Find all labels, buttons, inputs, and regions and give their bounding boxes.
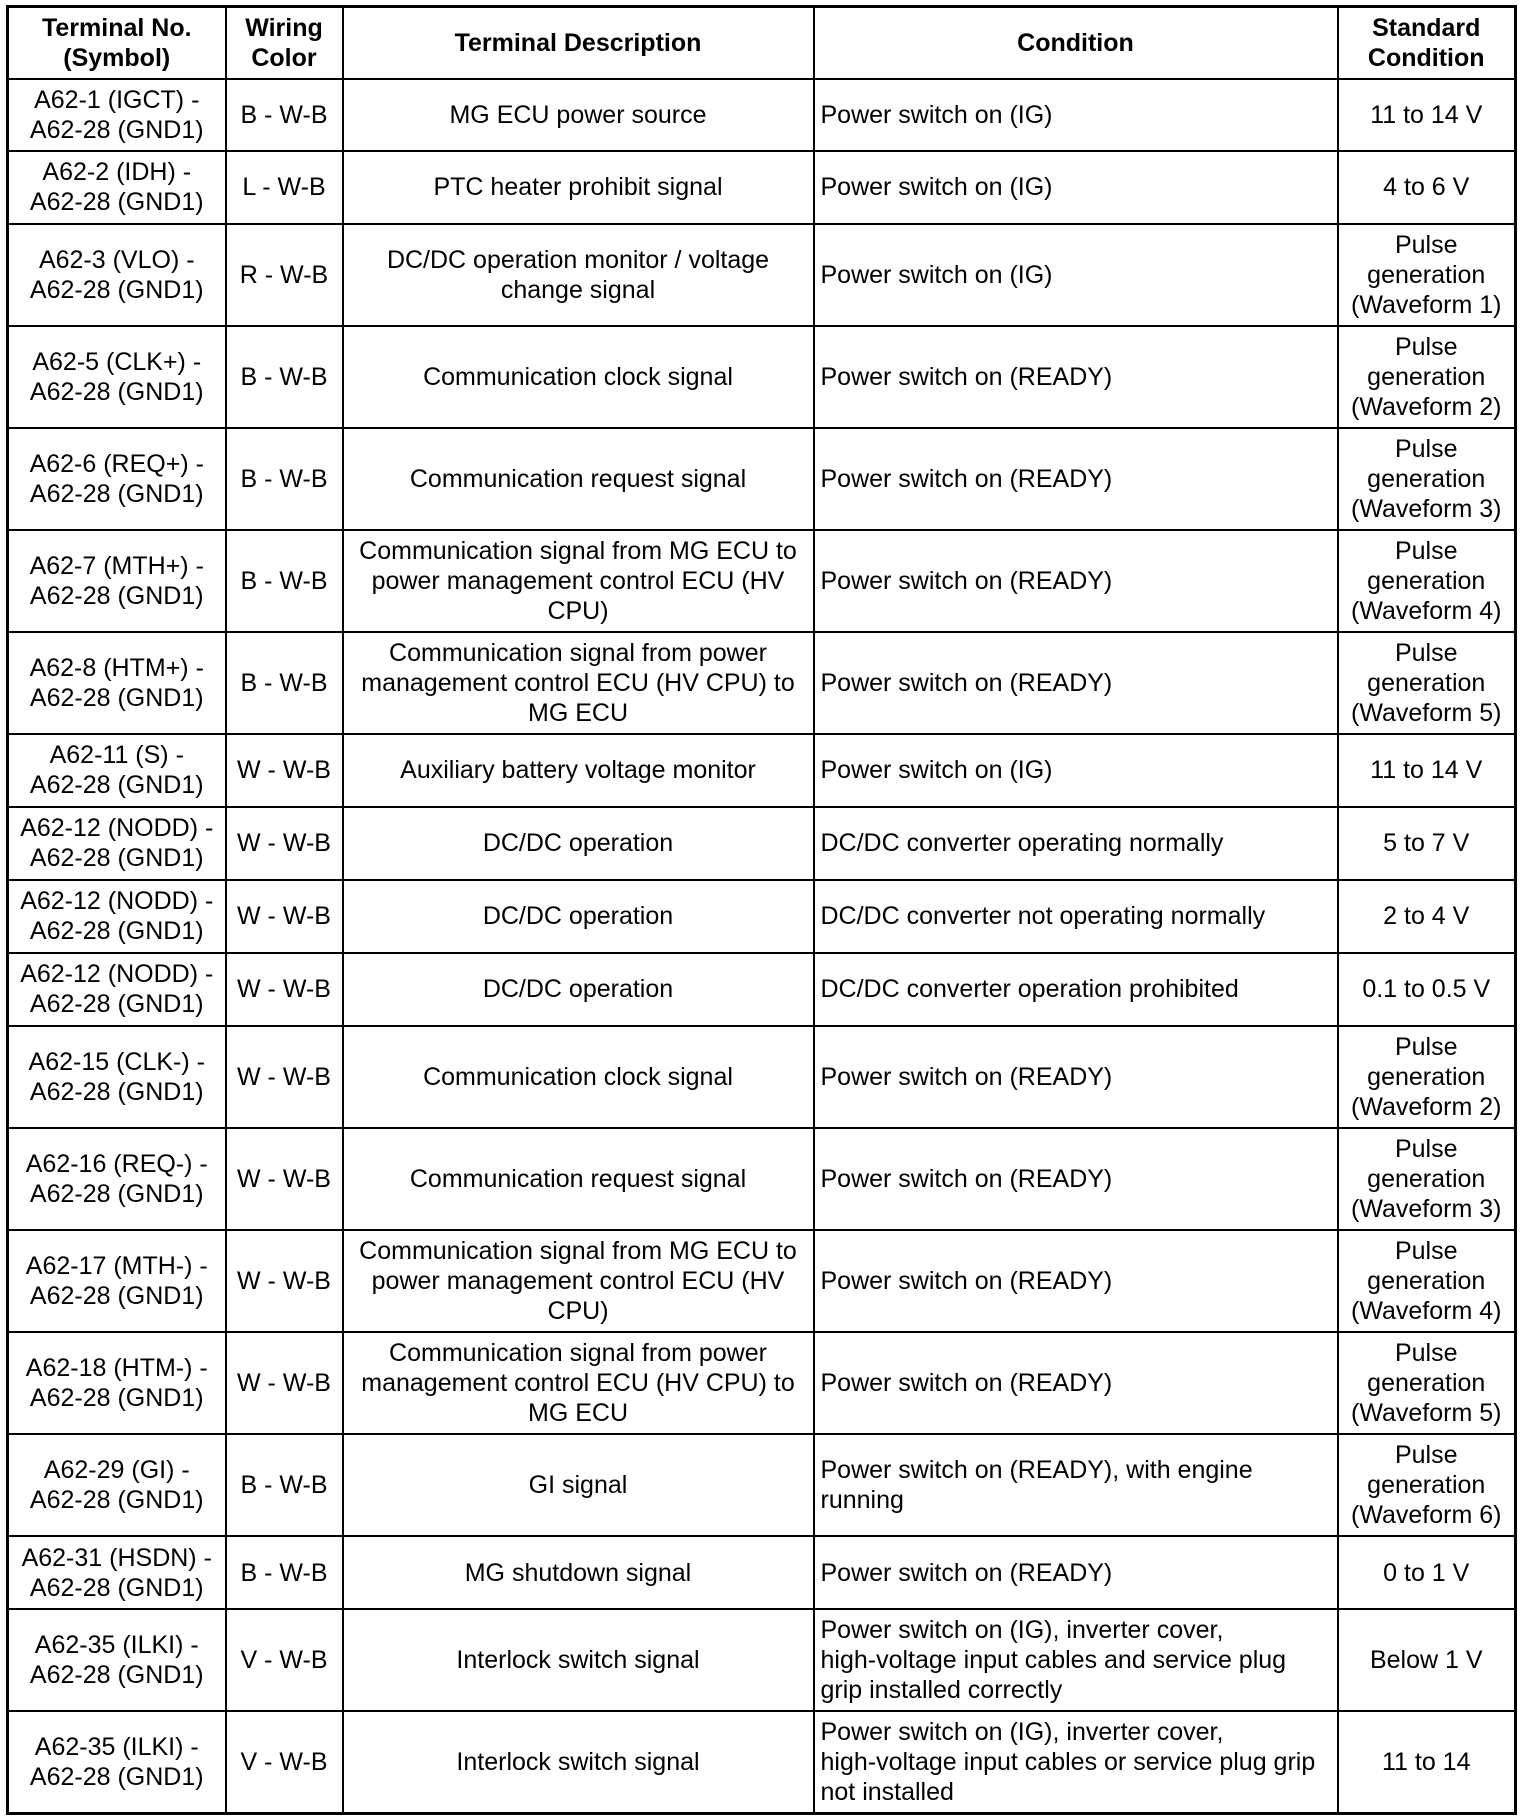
- table-row: [8, 734, 1516, 807]
- terminal-cell: A62-8 (HTM+) - A62-28 (GND1): [8, 632, 226, 734]
- terminal-cell: A62-16 (REQ-) - A62-28 (GND1): [8, 1128, 226, 1230]
- condition-cell: Power switch on (READY), with engine running: [814, 1434, 1338, 1536]
- terminal-cell: A62-7 (MTH+) - A62-28 (GND1): [8, 530, 226, 632]
- table-row: [8, 1434, 1516, 1536]
- condition-cell: Power switch on (IG), inverter cover, high-voltage input cables and service plug grip installed correctly: [814, 1609, 1338, 1711]
- table-row: [8, 880, 1516, 953]
- standard-condition-cell: Pulse generation (Waveform 4): [1338, 530, 1516, 632]
- wiring-color-cell: W - W-B: [226, 880, 343, 953]
- terminal-cell: A62-17 (MTH-) - A62-28 (GND1): [8, 1230, 226, 1332]
- standard-condition-cell: 11 to 14: [1338, 1711, 1516, 1813]
- table-row: [8, 1332, 1516, 1434]
- wiring-color-cell: V - W-B: [226, 1609, 343, 1711]
- terminal-cell: A62-5 (CLK+) - A62-28 (GND1): [8, 326, 226, 428]
- header-condition: Condition: [814, 7, 1338, 79]
- terminal-cell: A62-29 (GI) - A62-28 (GND1): [8, 1434, 226, 1536]
- description-cell: Communication request signal: [343, 428, 814, 530]
- terminal-cell: A62-12 (NODD) - A62-28 (GND1): [8, 880, 226, 953]
- standard-condition-cell: 11 to 14 V: [1338, 734, 1516, 807]
- standard-condition-cell: Pulse generation (Waveform 5): [1338, 632, 1516, 734]
- condition-cell: Power switch on (IG), inverter cover, high-voltage input cables or service plug grip not installed: [814, 1711, 1338, 1813]
- standard-condition-cell: 4 to 6 V: [1338, 151, 1516, 224]
- description-cell: MG shutdown signal: [343, 1536, 814, 1609]
- wiring-color-cell: B - W-B: [226, 632, 343, 734]
- condition-cell: Power switch on (IG): [814, 79, 1338, 151]
- terminal-table-sheet: [6, 5, 1514, 1815]
- wiring-color-cell: W - W-B: [226, 1230, 343, 1332]
- table-row: [8, 326, 1516, 428]
- table-row: [8, 151, 1516, 224]
- terminal-cell: A62-35 (ILKI) - A62-28 (GND1): [8, 1711, 226, 1813]
- terminal-cell: A62-2 (IDH) - A62-28 (GND1): [8, 151, 226, 224]
- standard-condition-cell: Pulse generation (Waveform 3): [1338, 428, 1516, 530]
- table-row: [8, 1711, 1516, 1813]
- condition-cell: Power switch on (READY): [814, 1026, 1338, 1128]
- condition-cell: Power switch on (READY): [814, 428, 1338, 530]
- condition-cell: Power switch on (READY): [814, 530, 1338, 632]
- condition-cell: Power switch on (IG): [814, 734, 1338, 807]
- description-cell: Interlock switch signal: [343, 1711, 814, 1813]
- standard-condition-cell: 0 to 1 V: [1338, 1536, 1516, 1609]
- terminal-cell: A62-6 (REQ+) - A62-28 (GND1): [8, 428, 226, 530]
- condition-cell: DC/DC converter operating normally: [814, 807, 1338, 880]
- table-row: [8, 530, 1516, 632]
- wiring-color-cell: B - W-B: [226, 326, 343, 428]
- standard-condition-cell: Pulse generation (Waveform 6): [1338, 1434, 1516, 1536]
- table-row: [8, 224, 1516, 326]
- terminal-cell: A62-15 (CLK-) - A62-28 (GND1): [8, 1026, 226, 1128]
- wiring-color-cell: B - W-B: [226, 1434, 343, 1536]
- condition-cell: DC/DC converter not operating normally: [814, 880, 1338, 953]
- description-cell: Communication signal from power management control ECU (HV CPU) to MG ECU: [343, 632, 814, 734]
- header-standard-condition: Standard Condition: [1338, 7, 1516, 79]
- condition-cell: Power switch on (READY): [814, 1128, 1338, 1230]
- description-cell: DC/DC operation: [343, 880, 814, 953]
- standard-condition-cell: Pulse generation (Waveform 5): [1338, 1332, 1516, 1434]
- description-cell: Communication clock signal: [343, 326, 814, 428]
- terminal-cell: A62-18 (HTM-) - A62-28 (GND1): [8, 1332, 226, 1434]
- table-row: [8, 79, 1516, 151]
- wiring-color-cell: W - W-B: [226, 1332, 343, 1434]
- condition-cell: Power switch on (IG): [814, 224, 1338, 326]
- standard-condition-cell: Pulse generation (Waveform 3): [1338, 1128, 1516, 1230]
- standard-condition-cell: 11 to 14 V: [1338, 79, 1516, 151]
- header-row: [8, 7, 1516, 79]
- description-cell: Interlock switch signal: [343, 1609, 814, 1711]
- standard-condition-cell: Pulse generation (Waveform 2): [1338, 326, 1516, 428]
- standard-condition-cell: Below 1 V: [1338, 1609, 1516, 1711]
- standard-condition-cell: 2 to 4 V: [1338, 880, 1516, 953]
- wiring-color-cell: L - W-B: [226, 151, 343, 224]
- table-row: [8, 807, 1516, 880]
- table-row: [8, 953, 1516, 1026]
- description-cell: GI signal: [343, 1434, 814, 1536]
- wiring-color-cell: R - W-B: [226, 224, 343, 326]
- description-cell: MG ECU power source: [343, 79, 814, 151]
- description-cell: Communication signal from MG ECU to power management control ECU (HV CPU): [343, 1230, 814, 1332]
- terminal-cell: A62-35 (ILKI) - A62-28 (GND1): [8, 1609, 226, 1711]
- wiring-color-cell: W - W-B: [226, 1128, 343, 1230]
- header-wiring-color: Wiring Color: [226, 7, 343, 79]
- standard-condition-cell: Pulse generation (Waveform 2): [1338, 1026, 1516, 1128]
- description-cell: DC/DC operation: [343, 953, 814, 1026]
- table-row: [8, 1128, 1516, 1230]
- description-cell: Communication signal from power management control ECU (HV CPU) to MG ECU: [343, 1332, 814, 1434]
- standard-condition-cell: 5 to 7 V: [1338, 807, 1516, 880]
- terminal-cell: A62-1 (IGCT) - A62-28 (GND1): [8, 79, 226, 151]
- table-row: [8, 428, 1516, 530]
- header-terminal-description: Terminal Description: [343, 7, 814, 79]
- wiring-color-cell: W - W-B: [226, 953, 343, 1026]
- condition-cell: Power switch on (READY): [814, 1230, 1338, 1332]
- table-header: [8, 7, 1516, 79]
- condition-cell: Power switch on (READY): [814, 632, 1338, 734]
- table-body: [8, 79, 1516, 1814]
- table-row: [8, 1230, 1516, 1332]
- condition-cell: Power switch on (READY): [814, 326, 1338, 428]
- table-row: [8, 1026, 1516, 1128]
- terminal-cell: A62-12 (NODD) - A62-28 (GND1): [8, 807, 226, 880]
- terminal-cell: A62-3 (VLO) - A62-28 (GND1): [8, 224, 226, 326]
- wiring-color-cell: B - W-B: [226, 530, 343, 632]
- wiring-color-cell: W - W-B: [226, 1026, 343, 1128]
- table-row: [8, 1536, 1516, 1609]
- terminal-cell: A62-11 (S) - A62-28 (GND1): [8, 734, 226, 807]
- wiring-color-cell: V - W-B: [226, 1711, 343, 1813]
- description-cell: DC/DC operation: [343, 807, 814, 880]
- description-cell: Communication signal from MG ECU to power management control ECU (HV CPU): [343, 530, 814, 632]
- description-cell: Communication clock signal: [343, 1026, 814, 1128]
- condition-cell: Power switch on (IG): [814, 151, 1338, 224]
- header-terminal: Terminal No. (Symbol): [8, 7, 226, 79]
- wiring-color-cell: B - W-B: [226, 428, 343, 530]
- description-cell: Auxiliary battery voltage monitor: [343, 734, 814, 807]
- wiring-color-cell: B - W-B: [226, 1536, 343, 1609]
- table-row: [8, 1609, 1516, 1711]
- description-cell: DC/DC operation monitor / voltage change signal: [343, 224, 814, 326]
- terminal-cell: A62-31 (HSDN) - A62-28 (GND1): [8, 1536, 226, 1609]
- condition-cell: Power switch on (READY): [814, 1536, 1338, 1609]
- standard-condition-cell: Pulse generation (Waveform 4): [1338, 1230, 1516, 1332]
- terminal-table: [6, 5, 1517, 1815]
- wiring-color-cell: B - W-B: [226, 79, 343, 151]
- terminal-cell: A62-12 (NODD) - A62-28 (GND1): [8, 953, 226, 1026]
- description-cell: Communication request signal: [343, 1128, 814, 1230]
- standard-condition-cell: Pulse generation (Waveform 1): [1338, 224, 1516, 326]
- wiring-color-cell: W - W-B: [226, 734, 343, 807]
- table-row: [8, 632, 1516, 734]
- wiring-color-cell: W - W-B: [226, 807, 343, 880]
- condition-cell: DC/DC converter operation prohibited: [814, 953, 1338, 1026]
- condition-cell: Power switch on (READY): [814, 1332, 1338, 1434]
- description-cell: PTC heater prohibit signal: [343, 151, 814, 224]
- standard-condition-cell: 0.1 to 0.5 V: [1338, 953, 1516, 1026]
